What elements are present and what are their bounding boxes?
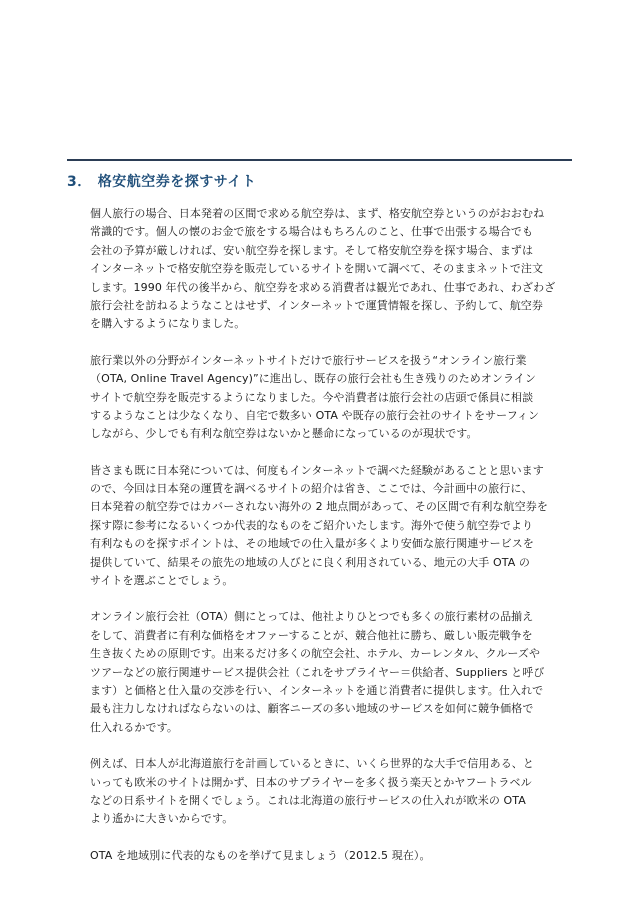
text-line: 探す際に参考になるいくつか代表的なものをご紹介いたします。海外で使う航空券でより bbox=[90, 518, 534, 532]
text-line: インターネットで格安航空券を販売しているサイトを開いて調べて、そのままネットで注文 bbox=[90, 262, 544, 276]
paragraph bbox=[90, 352, 560, 444]
text-line: 個人旅行の場合、日本発着の区間で求める航空券は、まず、格安航空券というのがおおむね bbox=[90, 207, 545, 220]
text-line: をして、消費者に有利な価格をオファーすることが、競合他社に勝ち、厳しい販売戦争を bbox=[90, 628, 533, 642]
text-line: オンライン旅行会社（OTA）側にとっては、他社よりひとつでも多くの旅行素材の品揃え bbox=[90, 610, 534, 624]
text-line: （OTA, Online Travel Agency)”に進出し、既存の旅行会社も生き残りのためオンライン bbox=[90, 372, 536, 386]
section-divider bbox=[67, 159, 572, 161]
text-line: しながら、少しでも有利な航空券はないかと懸命になっているのが現状です。 bbox=[90, 427, 478, 441]
section-body bbox=[90, 205, 560, 883]
text-line: より遙かに大きいからです。 bbox=[90, 812, 234, 826]
section-heading bbox=[67, 171, 256, 191]
text-line: 皆さまも既に日本発については、何度もインターネットで調べた経験があることと思います bbox=[90, 463, 544, 477]
text-line: 常識的です。個人の懐のお金で旅をする場合はもちろんのこと、仕事で出張する場合でも bbox=[90, 225, 534, 239]
text-line: 会社の予算が厳しければ、安い航空券を探します。そして格安航空券を探す場合、まずは bbox=[90, 243, 534, 257]
text-line: などの日系サイトを開くでしょう。これは北海道の旅行サービスの仕入れが欧米の OTA bbox=[90, 793, 526, 807]
text-line: 旅行会社を訪ねるようなことはせず、インターネットで運賃情報を探し、予約して、航空券 bbox=[90, 298, 544, 312]
text-line: 最も注力しなければならないのは、顧客ニーズの多い地域のサービスを如何に競争価格で bbox=[90, 702, 534, 716]
text-line: ツアーなどの旅行関連サービス提供会社（これをサプライヤー＝供給者、Suppliers と呼び bbox=[90, 665, 545, 679]
text-line: を購入するようになりました。 bbox=[90, 317, 246, 331]
text-line: 日本発着の航空券ではカバーされない海外の 2 地点間があって、その区間で有利な航空券を bbox=[90, 500, 548, 514]
text-line: 生き抜くための原則です。出来るだけ多くの航空会社、ホテル、カーレンタル、クルーズや bbox=[90, 647, 541, 661]
paragraph bbox=[90, 608, 560, 737]
text-line: サイトで航空券を販売するようになりました。今や消費者は旅行会社の店頭で係員に相談 bbox=[90, 390, 534, 404]
text-line: します。1990 年代の後半から、航空券を求める消費者は観光であれ、仕事であれ、わざわざ bbox=[90, 280, 556, 294]
paragraph bbox=[90, 847, 560, 865]
text-line: 旅行業以外の分野がインターネットサイトだけで旅行サービスを扱う“オンライン旅行業 bbox=[90, 353, 527, 367]
text-line: 提供していて、結果その旅先の地域の人びとに良く利用されている、地元の大手 OTA の bbox=[90, 555, 531, 569]
text-line: いっても欧米のサイトは開かず、日本のサプライヤーを多く扱う楽天とかヤフートラベル bbox=[90, 775, 532, 789]
paragraph bbox=[90, 205, 560, 334]
paragraph bbox=[90, 462, 560, 591]
text-line: ので、今回は日本発の運賃を調べるサイトの紹介は省き、ここでは、今計画中の旅行に、 bbox=[90, 482, 533, 496]
section-title: 格安航空券を探すサイト bbox=[97, 174, 257, 190]
text-line: OTA を地域別に代表的なものを挙げて見ましょう（2012.5 現在）。 bbox=[90, 848, 431, 862]
text-line: 有利なものを探すポイントは、その地域での仕入量が多くより安価な旅行関連サービスを bbox=[90, 537, 534, 551]
text-line: 仕入れるかです。 bbox=[90, 720, 178, 734]
paragraph bbox=[90, 755, 560, 829]
text-line: ます）と価格と仕入量の交渉を行い、インターネットを通じ消費者に提供します。仕入れで bbox=[90, 683, 544, 697]
text-line: サイトを選ぶことでしょう。 bbox=[90, 574, 234, 588]
text-line: するようなことは少なくなり、自宅で数多い OTA や既存の旅行会社のサイトをサーフィン bbox=[90, 408, 540, 422]
text-line: 例えば、日本人が北海道旅行を計画しているときに、いくら世界的な大手で信用ある、と bbox=[90, 757, 534, 771]
section-number: 3． bbox=[67, 174, 92, 190]
